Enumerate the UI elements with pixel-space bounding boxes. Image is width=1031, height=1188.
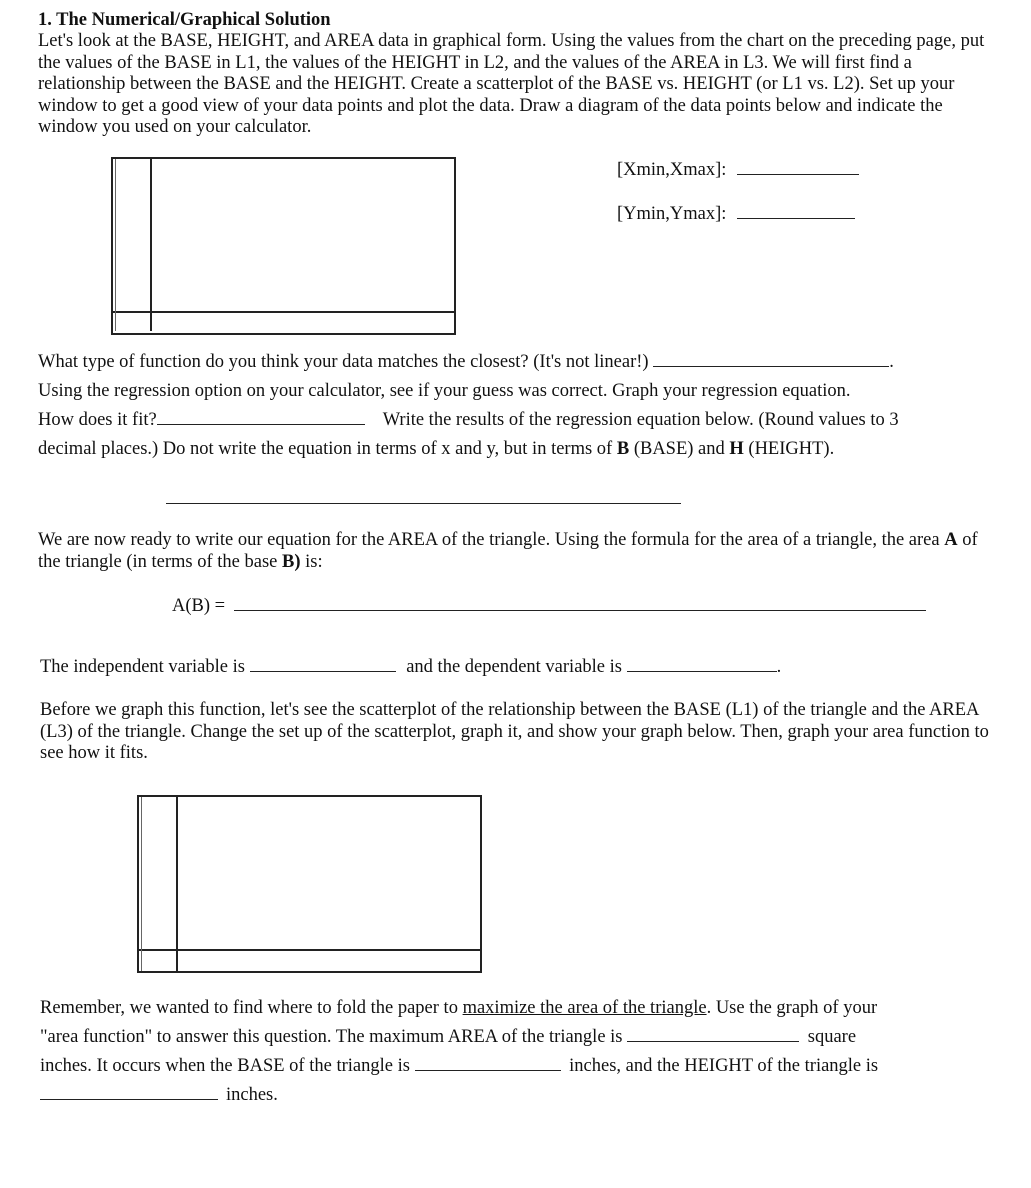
- graph-box-1-y-axis: [150, 159, 152, 331]
- yminmax-blank[interactable]: [737, 217, 855, 219]
- independent-variable-text: The independent variable is: [40, 657, 245, 677]
- scatter2-paragraph: Before we graph this function, let's see the scatterplot of the relationship between the BASE (L1) of the triangle and the AREA (L3) of the triangle. Change the set up of the scatterplot, graph it, and show your graph below. Then, graph your area function to see how it fits.: [40, 700, 989, 763]
- question-decimal-text: decimal places.) Do not write the equation in terms of x and y, but in terms of: [38, 439, 617, 459]
- remember-line-2: [40, 1023, 1015, 1052]
- area-formula-row: [172, 596, 926, 618]
- remember-line-1: [40, 994, 1015, 1023]
- xminmax-row: [617, 160, 859, 182]
- function-type-blank[interactable]: [653, 365, 889, 367]
- xminmax-label: [Xmin,Xmax]:: [617, 160, 727, 180]
- question-decimal-B: B: [616, 439, 630, 459]
- base-blank[interactable]: [415, 1069, 561, 1071]
- graph-box-1-x-axis: [113, 311, 454, 313]
- graph-box-1-inner-edge: [115, 159, 116, 331]
- height-blank[interactable]: [40, 1098, 218, 1100]
- fit-blank[interactable]: [157, 423, 365, 425]
- dependent-variable-text: and the dependent variable is: [406, 657, 622, 677]
- graph-box-1: [111, 157, 456, 335]
- area-A: A: [944, 530, 958, 550]
- question-decimal-H: H: [729, 439, 744, 459]
- remember-text-b: . Use the graph of your: [706, 998, 878, 1018]
- question-decimal: [38, 435, 1013, 464]
- remember-text-f: inches, and the HEIGHT of the triangle is: [569, 1056, 879, 1076]
- question-fit-text: How does it fit?: [38, 410, 157, 430]
- remember-paragraph: [40, 994, 1015, 1110]
- remember-text-c: "area function" to answer this question. The maximum AREA of the triangle is: [40, 1027, 623, 1047]
- area-text-2: of the triangle (in terms of the base: [38, 530, 978, 572]
- area-formula-label: A(B) =: [172, 596, 226, 616]
- yminmax-row: [617, 204, 855, 226]
- remember-text-g: inches.: [226, 1085, 278, 1105]
- area-B: B): [282, 551, 301, 572]
- remember-line-3: [40, 1052, 1015, 1081]
- graph-box-2-x-axis: [139, 949, 480, 951]
- question-function-type: [38, 348, 1013, 377]
- area-paragraph: [38, 530, 998, 573]
- area-text-3: is:: [300, 551, 323, 572]
- remember-underlined: maximize the area of the triangle: [462, 998, 707, 1018]
- questions-block: [38, 348, 1013, 464]
- graph-box-2-y-axis: [176, 797, 178, 971]
- area-formula-blank[interactable]: [234, 609, 926, 611]
- graph-box-2: [137, 795, 482, 973]
- xminmax-blank[interactable]: [737, 173, 859, 175]
- area-text-1: We are now ready to write our equation for the AREA of the triangle. Using the formula for the area of a triangle, the area: [38, 530, 945, 550]
- question-decimal-text-3: (HEIGHT).: [743, 439, 835, 459]
- regression-equation-blank[interactable]: [166, 503, 681, 504]
- remember-line-4: [40, 1081, 1015, 1110]
- intro-paragraph: Let's look at the BASE, HEIGHT, and AREA data in graphical form. Using the values from the chart on the preceding page, put the values of the BASE in L1, the values of the HEIGHT in L2, and the values of the AREA in L3. We will first find a relationship between the BASE and the HEIGHT. Create a scatterplot of the BASE vs. HEIGHT (or L1 vs. L2). Set up your window to get a good view of your data points and plot the data. Draw a diagram of the data points below and indicate the window you used on your calculator.: [38, 31, 985, 137]
- question-regression: Using the regression option on your calculator, see if your guess was correct. Graph your regression equation.: [38, 381, 851, 401]
- question-fit-text-2: Write the results of the regression equation below. (Round values to 3: [382, 410, 899, 430]
- graph-box-2-inner-edge: [141, 797, 142, 971]
- question-function-type-end: .: [889, 352, 894, 372]
- dependent-variable-blank[interactable]: [627, 670, 777, 672]
- yminmax-label: [Ymin,Ymax]:: [617, 204, 727, 224]
- max-area-blank[interactable]: [627, 1040, 799, 1042]
- remember-text-e: inches. It occurs when the BASE of the triangle is: [40, 1056, 410, 1076]
- remember-text-a: Remember, we wanted to find where to fold the paper to: [40, 998, 463, 1018]
- section-title: 1. The Numerical/Graphical Solution: [38, 10, 331, 30]
- variables-end: .: [776, 657, 782, 677]
- question-function-type-text: What type of function do you think your data matches the closest? (It's not linear!): [38, 352, 649, 372]
- question-fit: [38, 406, 1013, 435]
- independent-variable-blank[interactable]: [250, 670, 396, 672]
- question-decimal-text-2: (BASE) and: [629, 439, 730, 459]
- remember-text-d: square: [807, 1027, 857, 1047]
- variables-row: [40, 657, 781, 679]
